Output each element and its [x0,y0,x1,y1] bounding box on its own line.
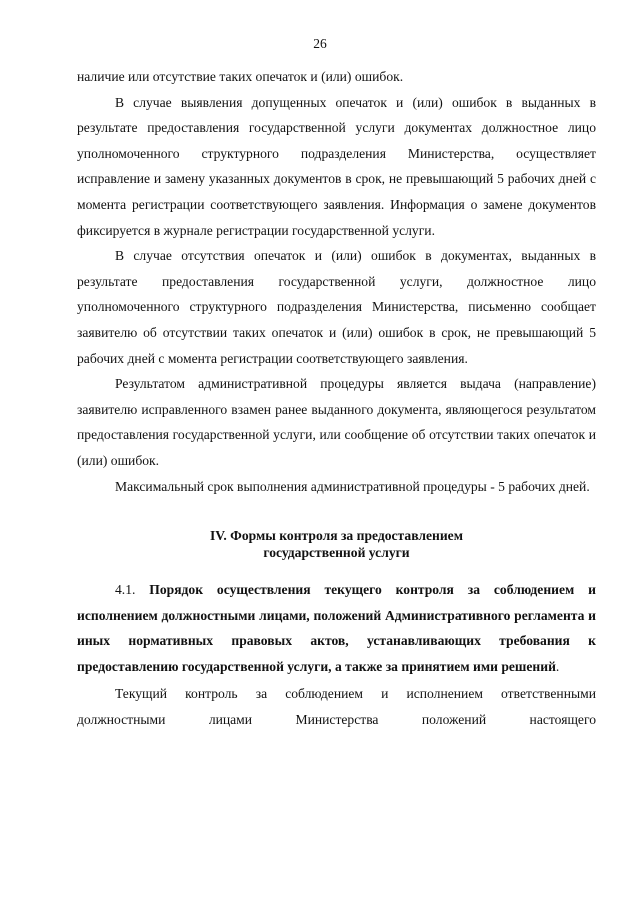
subsection-title-end: . [555,658,560,674]
section-heading [77,527,596,561]
section-heading-line-2: государственной услуги [263,545,410,561]
paragraph-no-typos: В случае отсутствия опечаток и (или) ошибок в документах, выданных в результате предоставления государственной услуги, должностное лицо уполномоченного структурного подразделения Министерства, письменно сообщает заявителю об отсутствии таких опечаток и (или) ошибок в срок, не превышающий 5 рабочих дней с момента регистрации соответствующего заявления. [77,248,596,366]
paragraph-current-control: Текущий контроль за соблюдением и исполнением ответственными должностными лицами Министерства положений настоящего [77,686,596,728]
paragraph-max-duration: Максимальный срок выполнения административной процедуры - 5 рабочих дней. [115,478,590,494]
section-heading-line-1: IV. Формы контроля за предоставлением [210,528,463,544]
subsection-number: 4.1. [115,582,136,598]
subsection-title: Порядок осуществления текущего контроля за соблюдением и исполнением должностными лицами, положений Административного регламента и иных нормативных правовых актов, устанавливающих требования к предоставлению государственной услуги, а также за принятием ими решений [77,582,596,674]
paragraph-procedure-result: Результатом административной процедуры является выдача (направление) заявителю исправленного взамен ранее выданного документа, являющегося результатом предоставления государственной услуги, или сообщение об отсутствии таких опечаток и (или) ошибок. [77,376,596,468]
page-number: 26 [313,36,327,51]
document-body [77,64,596,733]
subsection-paragraph [77,577,596,679]
paragraph-continuation: наличие или отсутствие таких опечаток и (или) ошибок. [77,69,404,84]
paragraph-typo-correction: В случае выявления допущенных опечаток и (или) ошибок в выданных в результате предоставления государственной услуги документах должностное лицо уполномоченного структурного подразделения Министерства, осуществляет исправление и замену указанных документов в срок, не превышающий 5 рабочих дней с момента регистрации соответствующего заявления. Информация о замене документов фиксируется в журнале регистрации государственной услуги. [77,94,596,238]
